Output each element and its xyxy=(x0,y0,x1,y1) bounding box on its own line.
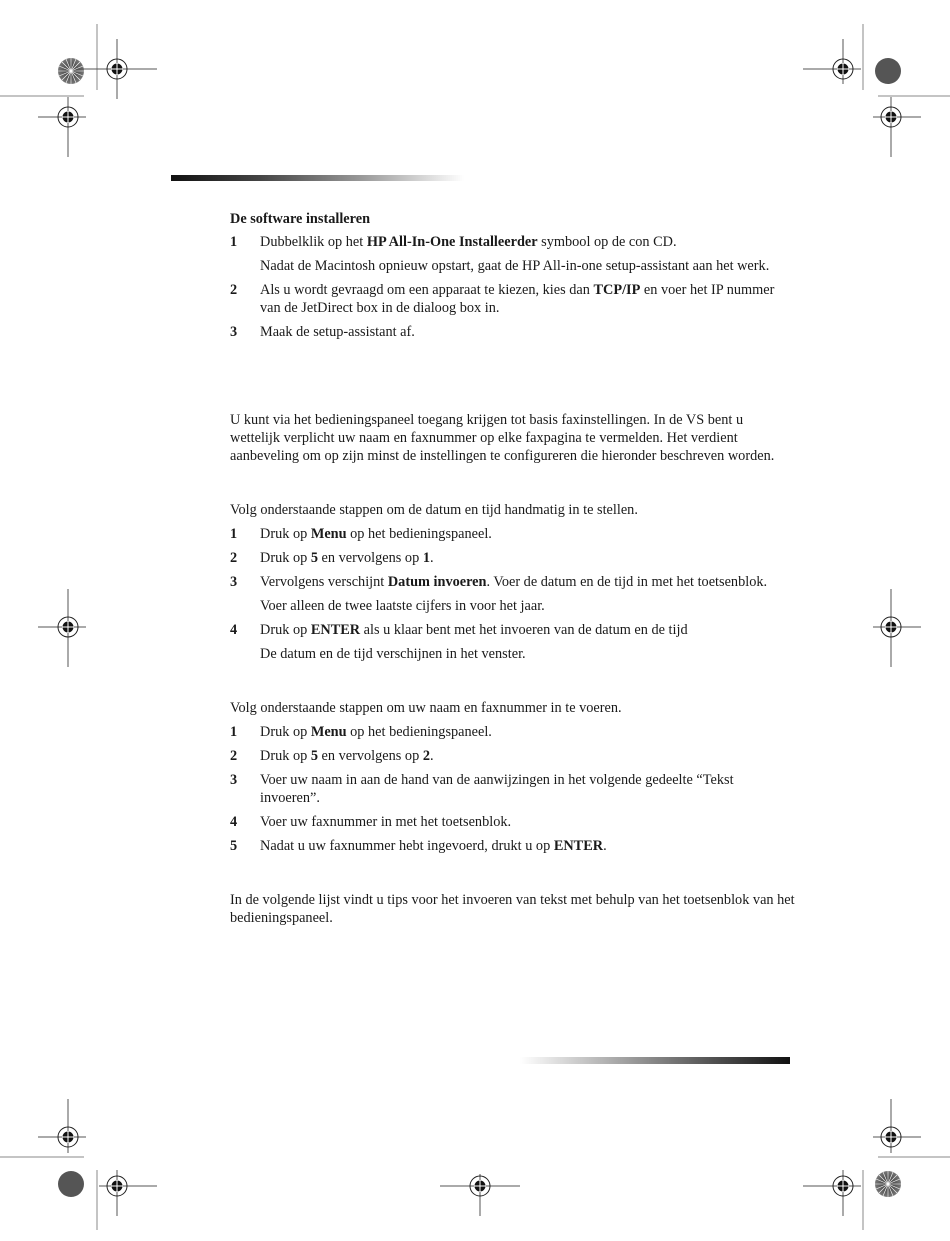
step-number: 1 xyxy=(230,234,238,250)
bold-text: Menu xyxy=(310,526,347,542)
list-item xyxy=(230,525,795,543)
registration-star-icon xyxy=(58,58,84,84)
text: als u klaar bent met het invoeren van de datum en de tijd xyxy=(360,622,688,638)
step-number: 1 xyxy=(230,724,238,740)
registration-target-icon xyxy=(873,97,921,157)
text: Druk op xyxy=(260,622,311,638)
step-number: 2 xyxy=(230,282,238,298)
registration-target-icon xyxy=(440,1174,520,1216)
list-item xyxy=(230,813,795,831)
registration-target-icon xyxy=(803,1170,861,1216)
text: . Voer de datum en de tijd in met het toetsenblok. xyxy=(486,574,768,590)
bold-text: TCP/IP xyxy=(593,282,641,298)
section-date-time xyxy=(230,501,795,663)
text: Druk op xyxy=(260,526,311,542)
section-install-software xyxy=(230,210,795,341)
list-item xyxy=(230,323,795,341)
list-item xyxy=(230,573,795,591)
registration-target-icon xyxy=(99,1170,157,1216)
section-intro: Volg onderstaande stappen om uw naam en faxnummer in te voeren. xyxy=(230,700,622,716)
step-number: 4 xyxy=(230,814,238,830)
registration-target-icon xyxy=(77,39,157,99)
step-text: Maak de setup-assistant af. xyxy=(260,324,415,340)
step-number: 5 xyxy=(230,838,238,854)
step-text: Voer uw faxnummer in met het toetsenblok. xyxy=(260,814,512,830)
step-number: 3 xyxy=(230,772,238,788)
bold-text: ENTER xyxy=(553,838,604,854)
step-text xyxy=(260,723,795,741)
step-text xyxy=(260,549,795,567)
list-item xyxy=(230,621,795,639)
registration-target-icon xyxy=(803,39,861,84)
text: Dubbelklik op het xyxy=(260,234,367,250)
list-item xyxy=(230,549,795,567)
section-name-fax-number xyxy=(230,699,795,855)
step-text xyxy=(260,837,795,855)
bold-text: HP All-In-One Installeerder xyxy=(366,234,538,250)
list-item xyxy=(230,723,795,741)
text: op het bedieningspaneel. xyxy=(346,724,492,740)
step-number: 3 xyxy=(230,324,238,340)
text: Druk op xyxy=(260,748,311,764)
step-text: Voer uw naam in aan de hand van de aanwijzingen in het volgende gedeelte “Tekst invoeren”. xyxy=(260,772,734,806)
text: en voer het IP nummer van de JetDirect box in de dialoog box in. xyxy=(260,282,775,316)
step-text xyxy=(260,281,795,317)
text: Als u wordt gevraagd om een apparaat te kiezen, kies dan xyxy=(260,282,594,298)
text: en vervolgens op xyxy=(317,748,423,764)
registration-target-icon xyxy=(873,589,921,667)
text: op het bedieningspaneel. xyxy=(346,526,492,542)
list-item xyxy=(230,747,795,765)
list-item xyxy=(230,837,795,855)
closing-paragraph: In de volgende lijst vindt u tips voor het invoeren van tekst met behulp van het toetsenblok van het bedieningspaneel. xyxy=(230,892,795,926)
text: Nadat u uw faxnummer hebt ingevoerd, drukt u op xyxy=(260,838,554,854)
text: . xyxy=(429,748,434,764)
registration-target-icon xyxy=(873,1099,921,1153)
crop-mark-bottom-left xyxy=(0,1157,97,1230)
list-item xyxy=(230,771,795,807)
step-text xyxy=(260,573,795,591)
bold-text: Menu xyxy=(310,724,347,740)
crop-mark-top-right xyxy=(863,24,950,96)
list-item xyxy=(230,281,795,317)
registration-target-icon xyxy=(38,1099,86,1153)
footer-gradient-rule xyxy=(520,1057,790,1064)
text: . xyxy=(429,550,434,566)
bold-text: 1 xyxy=(422,550,430,566)
list-item xyxy=(230,233,795,251)
intro-paragraph: U kunt via het bedieningspaneel toegang krijgen tot basis faxinstellingen. In de VS bent u wettelijk verplicht uw naam en faxnummer op elke faxpagina te vermelden. Het verdient aanbeveling om op zijn minst de instellingen te configureren die hieronder beschreven worden. xyxy=(230,412,775,464)
registration-dot-icon xyxy=(58,1171,84,1197)
text: . xyxy=(603,838,607,854)
registration-star-icon xyxy=(875,1171,901,1197)
registration-target-icon xyxy=(38,589,86,667)
text: en vervolgens op xyxy=(317,550,423,566)
text: symbool op de con CD. xyxy=(537,234,677,250)
registration-target-icon xyxy=(38,97,86,157)
header-gradient-rule xyxy=(171,175,464,181)
step-note: Nadat de Macintosh opnieuw opstart, gaat de HP All-in-one setup-assistant aan het werk. xyxy=(260,258,770,274)
crop-mark-top-left xyxy=(0,24,97,96)
bold-text: 2 xyxy=(422,748,430,764)
page-content xyxy=(230,210,795,933)
bold-text: ENTER xyxy=(310,622,361,638)
bold-text: 5 xyxy=(310,748,318,764)
step-note: Voer alleen de twee laatste cijfers in voor het jaar. xyxy=(260,598,545,614)
step-number: 3 xyxy=(230,574,238,590)
step-number: 2 xyxy=(230,550,238,566)
text: Druk op xyxy=(260,724,311,740)
step-number: 1 xyxy=(230,526,238,542)
step-note: De datum en de tijd verschijnen in het venster. xyxy=(260,646,526,662)
bold-text: Datum invoeren xyxy=(387,574,487,590)
crop-mark-bottom-right xyxy=(863,1157,950,1230)
step-number: 2 xyxy=(230,748,238,764)
text: Druk op xyxy=(260,550,311,566)
text: Vervolgens verschijnt xyxy=(260,574,388,590)
section-intro: Volg onderstaande stappen om de datum en tijd handmatig in te stellen. xyxy=(230,502,638,518)
step-text xyxy=(260,525,795,543)
step-number: 4 xyxy=(230,622,238,638)
step-text xyxy=(260,621,795,639)
section-heading: De software installeren xyxy=(230,211,371,227)
step-text xyxy=(260,747,795,765)
registration-dot-icon xyxy=(875,58,901,84)
step-text xyxy=(260,233,795,251)
bold-text: 5 xyxy=(310,550,318,566)
